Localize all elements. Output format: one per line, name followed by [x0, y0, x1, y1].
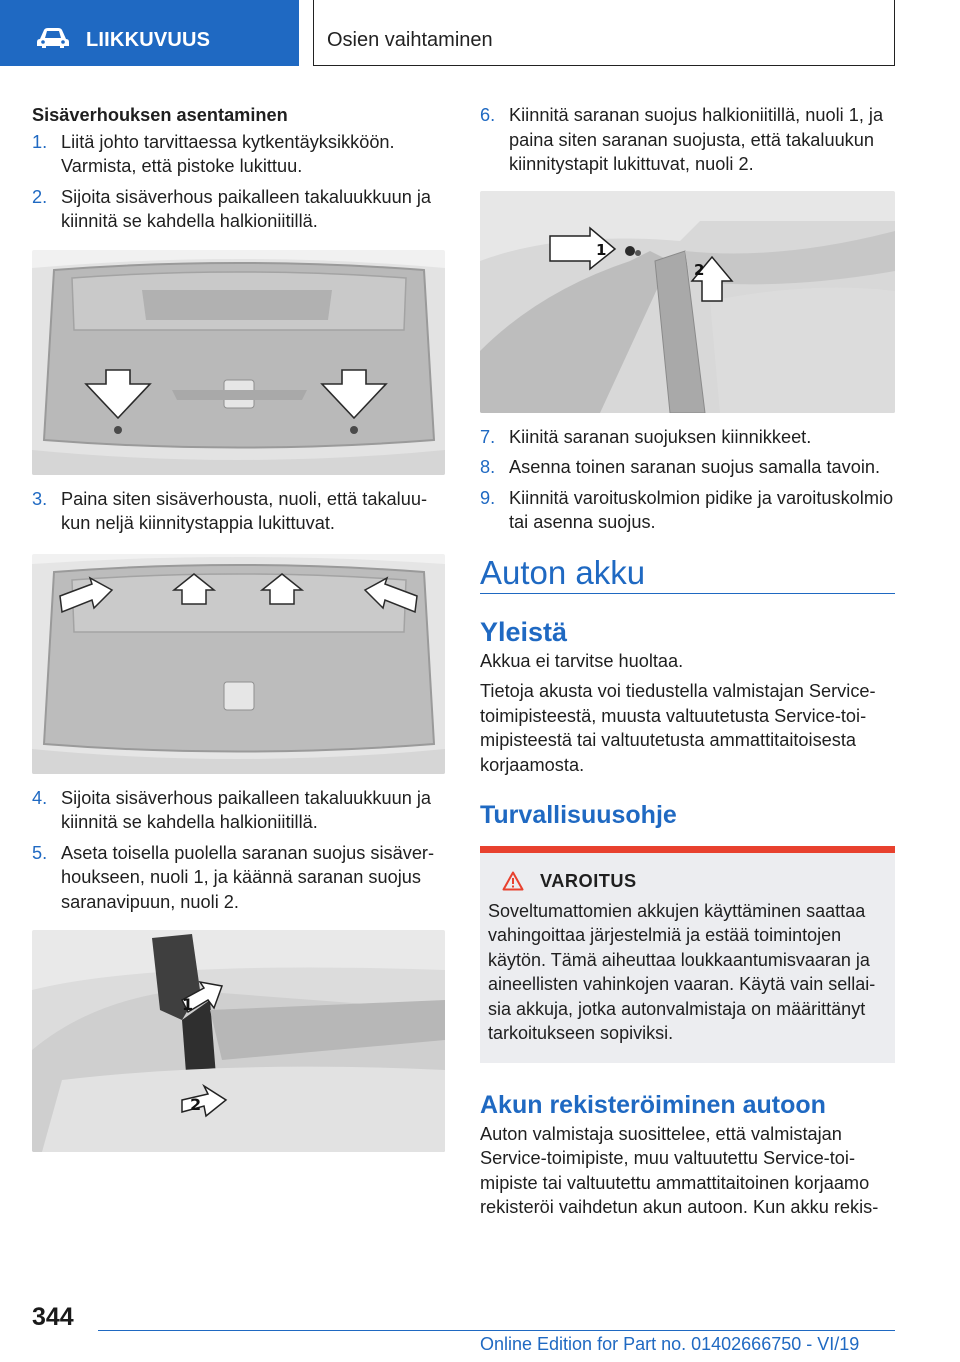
step-number: 1. — [32, 131, 48, 152]
step-text: Kiinnitä saranan suojus halkioniitillä, nuoli 1, ja paina siten saranan suojusta, että takaluukun kiinnitystapit lukittuvat, nuoli 2. — [509, 105, 884, 174]
step-number: 3. — [32, 488, 48, 509]
trunk-lid-figure-1 — [32, 250, 445, 475]
warning-title: VAROITUS — [540, 870, 637, 891]
step-text: Sijoita sisäverhous paikalleen takaluukkuun ja kiinnitä se kahdella halkioniitillä. — [61, 787, 432, 832]
step-text: Aseta toisella puolella saranan suojus sisäverhoukseen, nuoli 1, ja käännä saranan suojus saranavipuun, nuoli 2. — [61, 842, 435, 912]
list-item — [32, 841, 445, 915]
footer-divider — [98, 1330, 895, 1331]
list-item — [480, 486, 895, 535]
general-paragraph-1: Akkua ei tarvitse huoltaa. — [480, 650, 684, 671]
svg-text:1: 1 — [596, 240, 607, 259]
list-item — [32, 185, 445, 234]
list-item — [480, 425, 895, 450]
svg-text:2: 2 — [694, 260, 705, 279]
list-item — [480, 455, 895, 480]
left-column — [32, 103, 445, 1164]
step-number: 9. — [480, 487, 496, 508]
warning-text: Soveltumattomien akkujen käyttäminen saattaa vahingoittaa järjestelmiä ja estää toimintojen käytön. Tämä aiheuttaa loukkaantumisvaaran ja aineellisten vahinkojen vaaran. Käytä vain sellaisia akkuja, jotka autonvalmistaja on määrittänyt tarkoitukseen sopiviksi. — [488, 901, 876, 1044]
step-number: 8. — [480, 457, 496, 477]
warning-header — [502, 869, 887, 894]
edition-label: Online Edition for Part no. 01402666750 - VI/19 — [480, 1334, 860, 1354]
page-number: 344 — [32, 1303, 74, 1331]
step-text: Liitä johto tarvittaessa kytkentäyksikköön. Varmista, että pistoke lukittuu. — [61, 131, 395, 176]
warning-box — [480, 846, 895, 1064]
step-number: 6. — [480, 105, 496, 125]
section-title: LIIKKUVUUS — [86, 29, 211, 51]
list-item — [32, 786, 445, 835]
general-paragraph-2: Tietoja akusta voi tiedustella valmistajan Service-toimipisteestä, muusta valtuutetusta Service-toimipisteestä tai valtuutetusta ammattitaitoisesta korjaamosta. — [480, 681, 876, 775]
trunk-lid-figure-2 — [32, 554, 445, 774]
register-heading: Akun rekisteröiminen autoon — [480, 1091, 826, 1120]
step-number: 2. — [32, 186, 48, 207]
step-text: Kiinitä saranan suojuksen kiinnikkeet. — [509, 426, 812, 447]
list-item — [32, 130, 445, 179]
section-tab[interactable] — [0, 0, 299, 66]
svg-text:1: 1 — [182, 995, 194, 1014]
chapter-title: Auton akku — [480, 561, 895, 595]
step-text: Paina siten sisäverhousta, nuoli, että takaluukun neljä kiinnitystappia lukittuvat. — [61, 488, 427, 533]
step-number: 5. — [32, 842, 48, 863]
step-text: Asenna toinen saranan suojus samalla tavoin. — [509, 457, 881, 477]
step-text: Sijoita sisäverhous paikalleen takaluukkuun ja kiinnitä se kahdella halkioniitillä. — [61, 186, 432, 231]
register-paragraph: Auton valmistaja suosittelee, että valmistajan Service-toimipiste, muu valtuutettu Service-toimipiste tai valtuutettu ammattitaitoinen korjaamo rekisteröi vaihdetun akun autoon. Kun akku rekis- — [480, 1123, 879, 1218]
step-number: 4. — [32, 787, 48, 808]
step-number: 7. — [480, 426, 496, 447]
installation-heading: Sisäverhouksen asentaminen — [32, 105, 288, 125]
subsection-title: Osien vaihtaminen — [327, 29, 493, 51]
hinge-cover-figure — [32, 930, 445, 1152]
general-heading: Yleistä — [480, 617, 568, 647]
safety-heading: Turvallisuusohje — [480, 801, 677, 829]
step-text: Kiinnitä varoituskolmion pidike ja varoituskolmio tai asenna suojus. — [509, 487, 894, 532]
right-column — [480, 103, 895, 1226]
hinge-clip-figure — [480, 191, 895, 413]
car-icon — [36, 27, 70, 49]
list-item — [480, 103, 895, 177]
list-item — [32, 487, 445, 536]
svg-text:2: 2 — [190, 1095, 202, 1114]
subsection-header — [313, 0, 895, 66]
warning-triangle-icon — [502, 871, 524, 891]
